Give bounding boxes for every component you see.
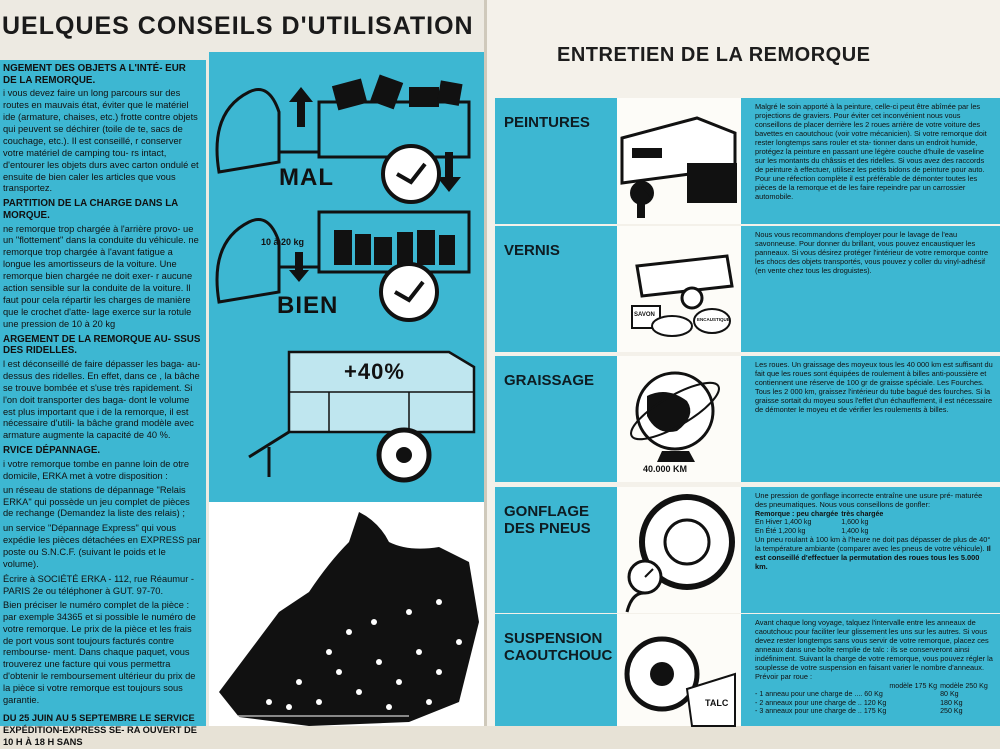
section-text: [741, 614, 1000, 726]
left-text-column: [0, 60, 206, 747]
final-note: DU 25 JUIN AU 5 SEPTEMBRE LE SERVICE EXPÉDITION-EXPRESS SE- RA OUVERT DE 10 H À 18 H SANS: [3, 712, 197, 747]
table-cell: modèle 250 Kg: [940, 682, 988, 690]
globe-illustration: [617, 356, 741, 482]
list-item: un service "Dépannage Express" qui vous expédie les pièces détachées en EXPRESS par poste ou S.N.C.F. (suivant le poids et le volume).: [3, 523, 201, 570]
polish-tag: ENCAUSTIQUE: [697, 317, 730, 322]
section-label-box: [495, 356, 617, 482]
section-vernis: [495, 226, 1000, 352]
section-paragraph: Malgré le soin apporté à la peinture, celle-ci peut être abîmée par les projections de graviers. Pour éviter cet inconvénient nous vous conseillons de placer derrière les 2 roues arrière de votre voiture des bavettes en caoutchouc (voir votre mécanicien). Si votre remorque doit rester longtemps sans rouler et sta- tionner dans un endroit humide, protégez la peinture en passant une légère couche d'huile de vaseline sur les montants du châssis et des ridelles. Si vous avez des raccords de peinture à effectuer, utilisez les petits bidons de peinture pour auto. Pour une réfection complète il est préférable de démonter toutes les pièces de la remorque et de les faire repeindre par un carrossier automobile.: [755, 102, 987, 201]
section-label: GRAISSAGE: [504, 372, 595, 389]
section-paragraph: Nous vous recommandons d'employer pour le lavage de l'eau savonneuse. Pour donner du brillant, vous pouvez encaustiquer les panneaux. Si vous désirez protéger l'intérieur de votre remorque contre les chocs des objets transportés, vous pouvez y coller du vinyl-adhésif (en vente chez tous les droguistes).: [755, 230, 989, 275]
section-body: i vous devez faire un long parcours sur des routes en mauvais état, éviter que le matériel ide (armature, chaises, etc.) frotte contre objets qui peuvent se déchirer (toile de te, sacs de couchage, etc.). Il est conseillé, r conserver votre matériel de camping tou- rs intact, d'entourer les objets durs avec carton ondulé et ensuite de bien caler les articles que vous transportez.: [3, 88, 199, 194]
section-label: GONFLAGE DES PNEUS: [504, 503, 591, 537]
pressure-table: [755, 510, 886, 535]
left-page: [0, 0, 484, 747]
table-cell: très chargée: [841, 510, 884, 518]
section-label: SUSPENSION CAOUTCHOUC: [504, 630, 613, 664]
soap-tag: SAVON: [634, 312, 655, 318]
suspension-illustration: [617, 614, 741, 726]
illustration-column: [209, 52, 484, 726]
trailer-good-load-illustration: [209, 192, 484, 322]
section-text: [741, 98, 1000, 224]
europe-map-illustration: [209, 502, 484, 726]
mal-caption: MAL: [279, 164, 334, 191]
section-heading: ARGEMENT DE LA REMORQUE AU- SSUS DES RIDELLES.: [3, 333, 201, 357]
car-trailer-illustration: [617, 98, 741, 224]
table-cell: [889, 699, 940, 707]
section-gonflage: [495, 487, 1000, 613]
section-text: [741, 487, 1000, 613]
car-rear-icon: [617, 98, 741, 224]
section-label: PEINTURES: [504, 114, 590, 131]
table-cell: modèle 175 Kg: [889, 682, 938, 690]
left-page-title: UELQUES CONSEILS D'UTILISATION: [2, 12, 474, 40]
table-cell: 1,400 kg: [841, 526, 869, 535]
section-body: l est déconseillé de faire dépasser les baga- au-dessus des ridelles. En effet, dans ce , la bâche se trouve bombée et s'use très rapidement. Si l'on doit transporter des baga- dont le volume est plus important que i de la remorque, il est nécessaire d'utili- la bâche grand modèle avec armature augmente la capacité de 40 %.: [3, 358, 201, 441]
section-suspension: [495, 614, 1000, 726]
weight-label: 10 à 20 kg: [261, 237, 305, 247]
table-cell: 80 Kg: [940, 690, 959, 699]
section-label: VERNIS: [504, 242, 560, 259]
tire-gauge-illustration: [617, 487, 741, 613]
bien-caption: BIEN: [277, 292, 339, 319]
table-cell: [889, 707, 940, 715]
table-cell: [755, 682, 889, 690]
trailer-bad-load-illustration: [209, 52, 484, 202]
section-paragraph: Un pneu roulant à 100 km à l'heure ne doit pas dépasser de plus de 40° la température ambiante (comparer avec les pneus de votre véhicule).: [755, 535, 991, 554]
address-text: Écrire à SOCIÉTÉ ERKA - 112, rue Réaumur - PARIS 2e ou téléphoner à GUT. 97-70.: [3, 573, 194, 596]
section-heading: PARTITION DE LA CHARGE DANS LA MORQUE.: [3, 198, 178, 221]
distance-caption: 40.000 KM: [643, 464, 688, 474]
table-cell: - 2 anneaux pour une charge de .. 120 Kg: [755, 698, 887, 707]
table-cell: [889, 690, 940, 698]
cleaning-icon: [617, 226, 741, 352]
section-label-box: [495, 226, 617, 352]
section-label-box: [495, 98, 617, 224]
capacity-label: +40%: [344, 359, 405, 384]
section-heading: NGEMENT DES OBJETS A L'INTÉ- EUR DE LA REMORQUE.: [3, 63, 186, 86]
table-cell: Remorque : peu chargée: [755, 510, 839, 518]
section-text: [741, 226, 1000, 352]
section-label-box: [495, 487, 617, 613]
section-heading: RVICE DÉPANNAGE.: [3, 445, 101, 457]
list-item: un réseau de stations de dépannage "Relais ERKA" qui possède un jeu complet de pièces de rechange (Demandez la liste des relais) ;: [3, 484, 190, 519]
section-text: [741, 356, 1000, 482]
section-graissage: [495, 356, 1000, 482]
table-cell: En Été 1,200 kg: [755, 526, 806, 535]
section-bold-note: Il est conseillé d'effectuer la permutation des roues tous les 5.000 km.: [755, 544, 991, 572]
section-body: ne remorque trop chargée à l'arrière provo- ue un "flottement" dans la conduite du véhicule. ne remorque trop chargée à l'avant fatigue a longue les amortisseurs de la voiture. Une remorque bien chargée ne doit exer- r aucune action sensible sur la conduite de la voiture. Il faut pour cela répartir les charges de manière que le crochet d'atte- lage exerce sur la rotule une pression de 10 à 20 kg: [3, 223, 199, 329]
section-paragraph: Une pression de gonflage incorrecte entraîne une usure pré- maturée des pneumatiques. Nous vous conseillons de gonfler:: [755, 491, 983, 509]
right-page-title: ENTRETIEN DE LA REMORQUE: [557, 44, 871, 66]
suspension-icon: [617, 614, 741, 726]
soap-polish-illustration: [617, 226, 741, 352]
more-text: Bien préciser le numéro complet de la pièce : par exemple 34365 et si possible le numéro de votre remorque. Le prix de la pièce et les frais de port vous sont toujours facturés contre rembourse- ment. Dans chaque paquet, vous trouverez une facture qui vous permettra d'obtenir le remboursement ultérieur du prix de la pièce si votre remorque est toujours sous garantie.: [3, 599, 196, 706]
section-peintures: [495, 98, 1000, 224]
table-cell: 180 Kg: [940, 698, 963, 707]
section-body: i votre remorque tombe en panne loin de otre domicile, ERKA met à votre disposition :: [3, 458, 190, 481]
table-cell: - 1 anneau pour une charge de .... 60 Kg: [755, 690, 883, 699]
table-cell: - 3 anneaux pour une charge de .. 175 Kg: [755, 707, 887, 716]
table-cell: 1,600 kg: [841, 518, 869, 527]
tire-gauge-icon: [617, 487, 741, 613]
section-paragraph: Avant chaque long voyage, talquez l'intervalle entre les anneaux de caoutchouc pour faciliter leur glissement les uns sur les autres. Si vous devez rester longtemps sans vous servir de votre remorque, placez ces anneaux dans une boîte remplie de talc : ils se conserveront ainsi indéfiniment. Suivant la charge de votre remorque, vous pouvez régler la souplesse de votre suspension en faisant varier le nombre d'anneaux. Prévoir par roue :: [755, 618, 993, 681]
talc-tag: TALC: [705, 698, 729, 708]
section-paragraph: Les roues. Un graissage des moyeux tous les 40 000 km est suffisant du fait que les roues sont équipées de roulement à billes anti-poussière et contiennent une réserve de 100 gr de graisse spéciale. Les Fourches. Tous les 2 000 km, graissez l'intérieur du tube bagué des fourches. Si la graisse sortait du moyeu sous l'effet d'un échauffement, il est nécessaire de démonter le moyeu et de vérifier les roulements à billes.: [755, 360, 993, 414]
section-label-box: [495, 614, 617, 726]
table-cell: 250 Kg: [940, 707, 963, 716]
rings-table: [755, 682, 991, 716]
table-cell: En Hiver 1,400 kg: [755, 518, 812, 527]
